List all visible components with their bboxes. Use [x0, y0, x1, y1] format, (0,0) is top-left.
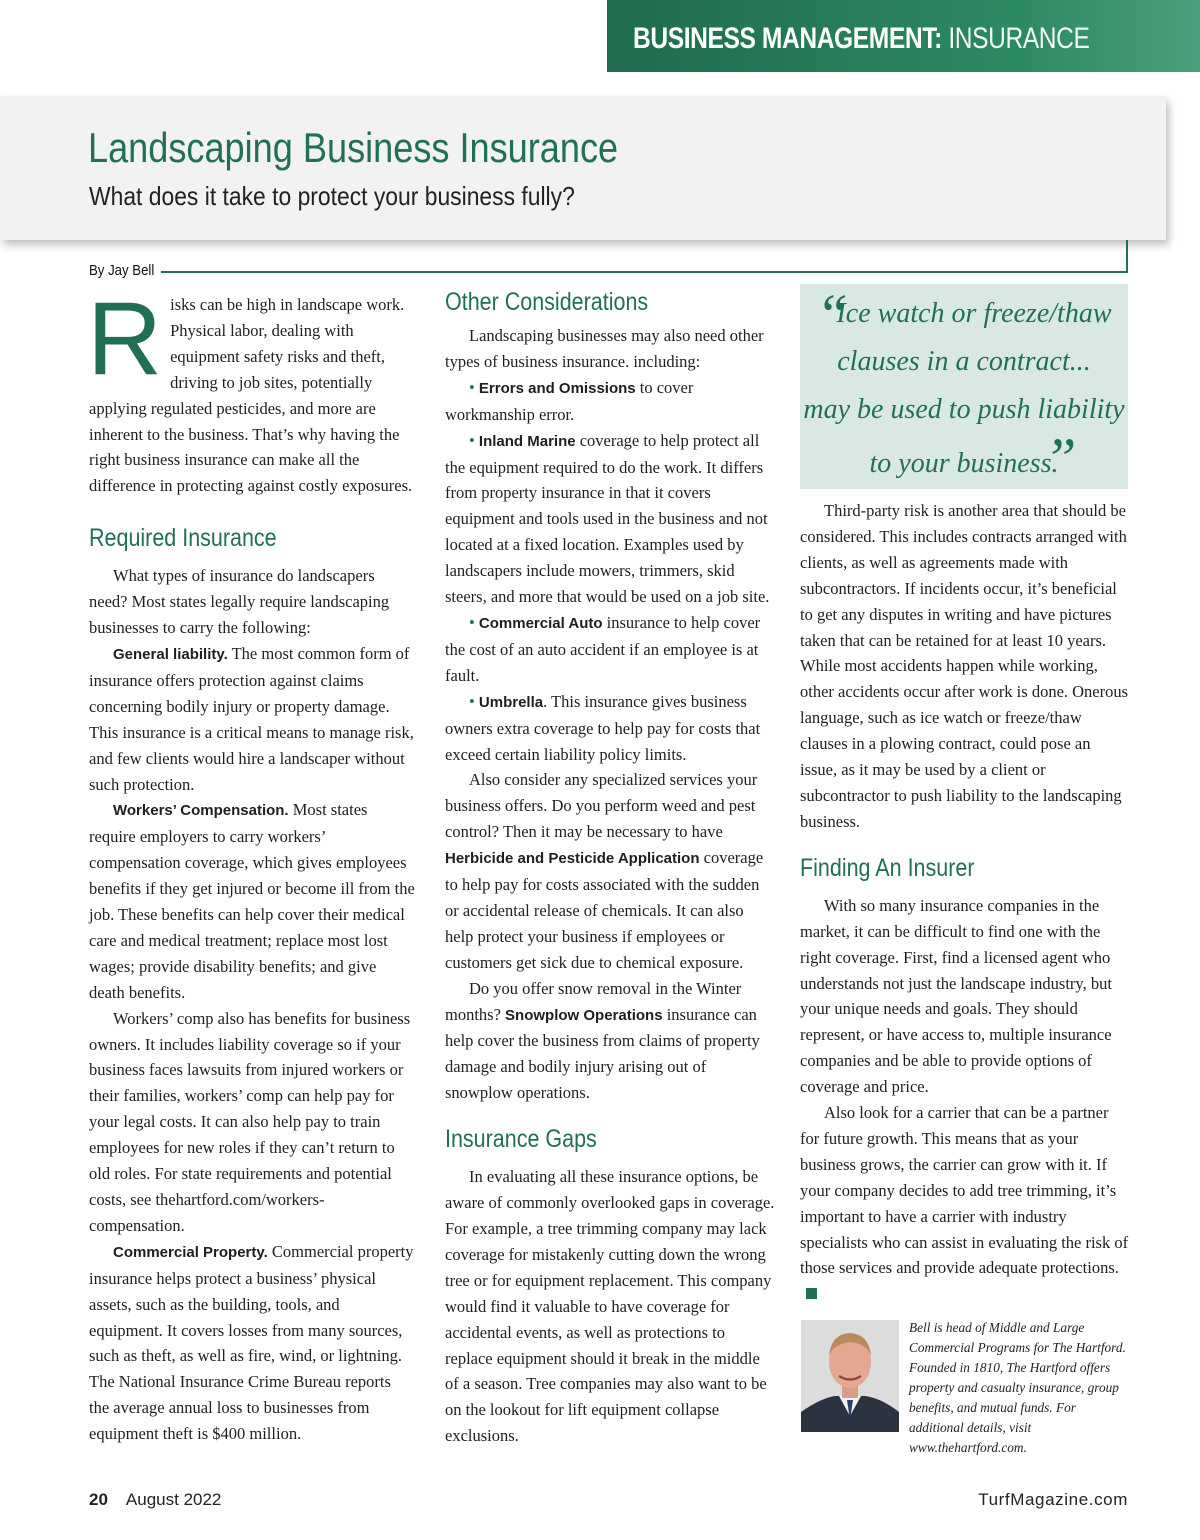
section-label: BUSINESS MANAGEMENT: INSURANCE — [633, 22, 1090, 55]
column-3 — [800, 498, 1130, 1307]
column-1 — [87, 281, 415, 1447]
quote-line: to your business. — [869, 448, 1059, 479]
paragraph-general-liability: General liability. The most common form of insurance offers protection against claims concerning bodily injury or property damage. This insurance is a critical means to manage risk, and few clients would hire a landscaper without such protection. — [89, 643, 414, 794]
column-2 — [445, 287, 775, 1449]
page-number: 20 — [89, 1490, 108, 1509]
bullet-errors-omissions: • Errors and Omissions to cover workmanship error. — [445, 377, 694, 424]
pull-quote — [800, 284, 1128, 489]
drop-cap: R — [87, 281, 163, 397]
article-subtitle: What does it take to protect your business fully? — [89, 181, 575, 211]
article-title: Landscaping Business Insurance — [88, 124, 619, 171]
paragraph-closing: Also look for a carrier that can be a partner for future growth. This means that as your business grows, the carrier can grow with it. If your company decides to add tree trimming, it’s important to have a carrier with industry specialists who can assist in evaluating the risk of those services and provide adequate protections. — [800, 1100, 1130, 1307]
author-bio: Bell is head of Middle and Large Commercial Programs for The Hartford. Founded in 1810, The Hartford offers property and casualty insurance, group benefits, and mutual funds. For additional details, visit www.thehartford.com. — [909, 1320, 1126, 1455]
open-quote-mark: “ — [816, 282, 849, 347]
footer-site: TurfMagazine.com — [978, 1490, 1128, 1509]
paragraph-workers-comp: Workers’ Compensation. Most states require employers to carry workers’ compensation coverage, which gives employees benefits if they get injured or become ill from the job. These benefits can help cover their medical care and medical treatment; replace most lost wages; provide disability benefits; and give death benefits. — [89, 800, 415, 1002]
heading-required-insurance: Required Insurance — [89, 524, 277, 553]
heading-insurance-gaps: Insurance Gaps — [445, 1125, 597, 1154]
heading-other-considerations: Other Considerations — [445, 288, 649, 316]
bullet-inland-marine: • Inland Marine coverage to help protect all the equipment required to do the work. It differs from property insurance in that it covers equipment and tools used in the business and not located at a fixed location. Examples used by landscapers include mowers, trimmers, skid steers, and more that would be used on a job site. — [445, 430, 770, 607]
bullet-umbrella: • Umbrella. This insurance gives business owners extra coverage to help pay for costs that exceed certain liability policy limits. — [445, 691, 761, 764]
byline-rule — [161, 271, 1128, 273]
bullet-commercial-auto: • Commercial Auto insurance to help cover the cost of an auto accident if an employee is at fault. — [445, 612, 761, 685]
quote-line: Ice watch or freeze/thaw — [836, 298, 1112, 329]
paragraph: What types of insurance do landscapers need? Most states legally require landscaping businesses to carry the following: — [89, 566, 390, 638]
paragraph-specialized: Also consider any specialized services your business offers. Do you perform weed and pest control? Then it may be necessary to have Herbicide and Pesticide Application coverage to help pay for costs associated with the sudden or accidental release of chemicals. It can also help protect your business if employees or customers get sick due to chemical exposure. — [445, 770, 764, 972]
banner-rule — [1126, 240, 1128, 272]
paragraph-snow: Do you offer snow removal in the Winter months? Snowplow Operations insurance can help cover the business from claims of property damage and bodily injury arising out of snowplow operations. — [445, 978, 760, 1103]
issue-date: August 2022 — [125, 1490, 222, 1509]
paragraph: Workers’ comp also has benefits for business owners. It includes liability coverage so if your business faces lawsuits from injured workers or their families, workers’ comp can help pay for your legal costs. It can also help pay to train employees for new roles if they can’t return to old roles. For state requirements and potential costs, see thehartford.com/workers-compensation. — [89, 1008, 411, 1235]
paragraph-commercial-property: Commercial Property. Commercial property insurance helps protect a business’ physical assets, such as the building, tools, and equipment. It covers losses from many sources, such as theft, as well as fire, wind, or lightning. The National Insurance Crime Bureau reports the average annual loss to businesses from equipment theft is $400 million. — [89, 1241, 414, 1444]
heading-finding-insurer: Finding An Insurer — [800, 853, 975, 882]
lead-paragraph: Risks can be high in landscape work. Physical labor, dealing with equipment safety risks and theft, driving to job sites, potentially applying regulated pesticides, and more are inherent to the business. That’s why having the right business insurance can make all the difference in protecting against costly exposures. — [87, 281, 413, 496]
close-quote-mark: ” — [1044, 426, 1077, 491]
author-portrait-icon — [801, 1320, 899, 1432]
quote-line: clauses in a contract... — [837, 346, 1091, 377]
section-header-tab — [607, 0, 1200, 72]
end-mark-icon — [806, 1288, 817, 1299]
footer-left — [89, 1490, 221, 1510]
title-banner — [0, 96, 1166, 240]
paragraph: With so many insurance companies in the market, it can be difficult to find one with the right coverage. First, find a licensed agent who understands not just the landscape industry, but your unique needs and goals. They should represent, or have access to, multiple insurance companies and be able to provide options of coverage and price. — [800, 895, 1112, 1097]
quote-line: may be used to push liability — [803, 394, 1125, 425]
byline: By Jay Bell — [89, 262, 155, 279]
author-photo — [801, 1320, 899, 1432]
paragraph: In evaluating all these insurance options, be aware of commonly overlooked gaps in coverage. For example, a tree trimming company may lack coverage for mistakenly cutting down the wrong tree or for equipment replacement. This company would find it valuable to have coverage for accidental events, as well as protections to replace equipment should it break in the middle of a season. Tree companies may also want to be on the lookout for lift equipment collapse exclusions. — [445, 1167, 775, 1446]
paragraph: Third-party risk is another area that should be considered. This includes contracts arranged with clients, as well as agreements made with subcontractors. If incidents occur, it’s beneficial to get any disputes in writing and have pictures taken that can be retained for at least 10 years. While most accidents happen while working, other accidents occur after work is done. Onerous language, such as ice watch or freeze/thaw clauses in a plowing contract, could pose an issue, as it may be used by a client or subcontractor to push liability to the landscaping business. — [800, 501, 1129, 831]
paragraph: Landscaping businesses may also need other types of business insurance. including: — [445, 326, 764, 371]
